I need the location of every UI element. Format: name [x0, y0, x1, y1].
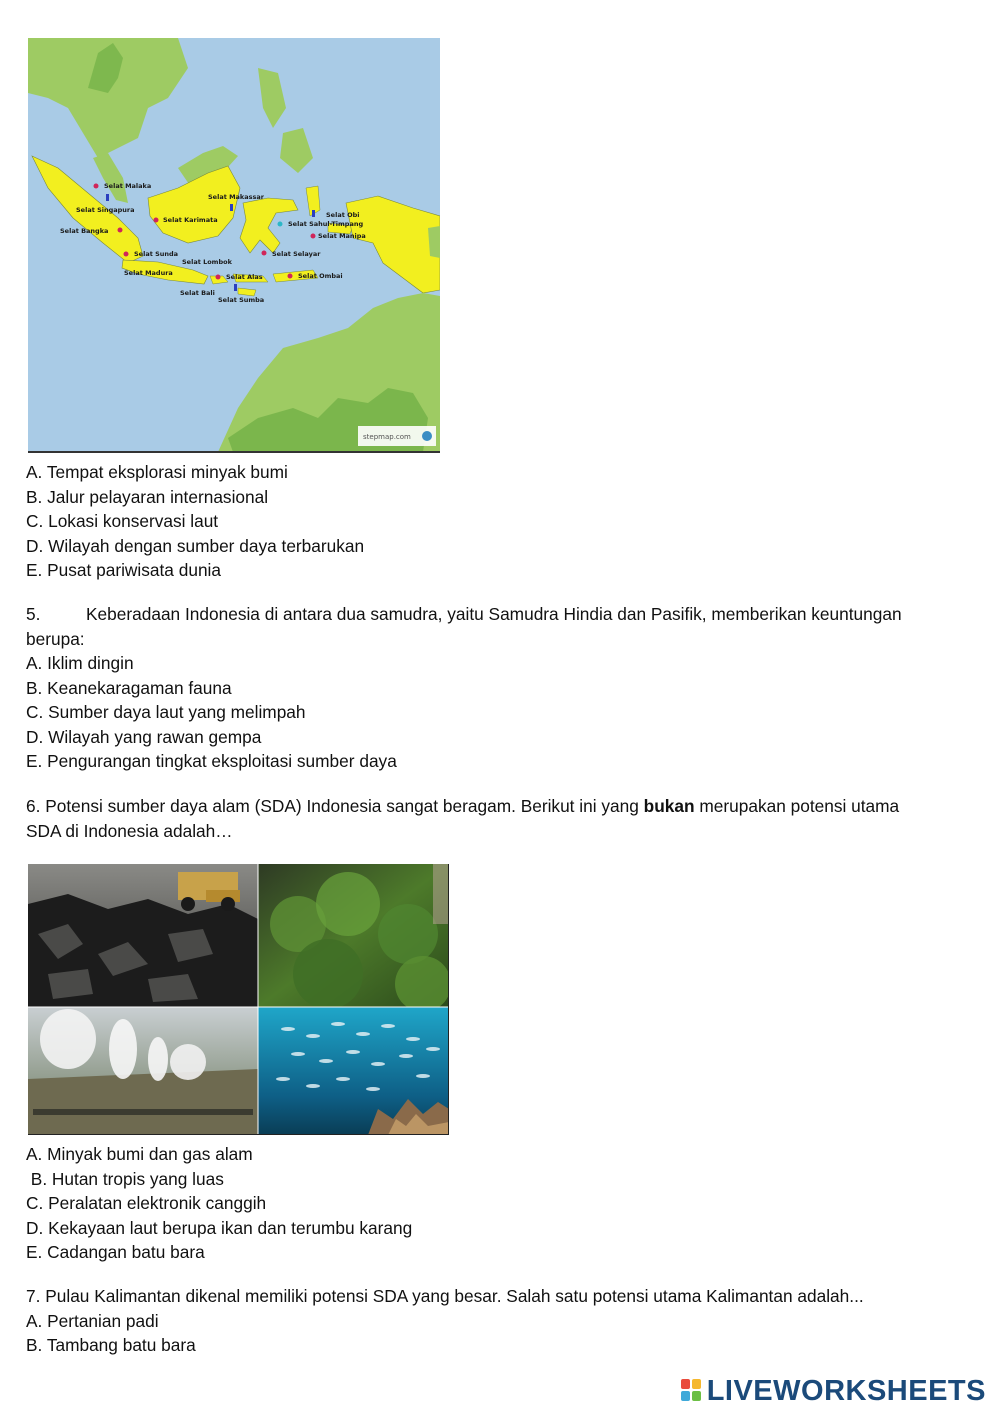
q4-option-d: D. Wilayah dengan sumber daya terbarukan [26, 535, 365, 556]
q6-option-d: D. Kekayaan laut berupa ikan dan terumbu karang [26, 1217, 413, 1238]
liveworksheets-logo-icon [681, 1379, 703, 1403]
q7-option-a: A. Pertanian padi [26, 1310, 159, 1331]
label-selat-madura: Selat Madura [124, 269, 173, 277]
label-selat-ombai: Selat Ombai [298, 272, 343, 280]
q6-option-b: B. Hutan tropis yang luas [26, 1168, 224, 1189]
q6-option-c: C. Peralatan elektronik canggih [26, 1193, 267, 1213]
q4-option-c: C. Lokasi konservasi laut [26, 511, 219, 531]
marine-fish-photo [258, 1007, 449, 1135]
label-selat-selayar: Selat Selayar [272, 250, 321, 258]
q4-option-b: B. Jalur pelayaran internasional [26, 486, 269, 507]
q6-text-bold: bukan [643, 796, 695, 816]
label-selat-sunda: Selat Sunda [134, 250, 179, 258]
q5-number: 5. [26, 604, 41, 624]
q6-option-a: A. Minyak bumi dan gas alam [26, 1144, 253, 1164]
coal-mining-photo [28, 864, 258, 1007]
q7-option-b: B. Tambang batu bara [26, 1335, 196, 1355]
label-selat-karimata: Selat Karimata [163, 216, 218, 224]
liveworksheets-logo[interactable] [681, 1376, 986, 1406]
liveworksheets-logo-text: LIVEWORKSHEETS [706, 1374, 986, 1407]
label-selat-bangka: Selat Bangka [60, 227, 109, 235]
natural-resources-collage [28, 864, 449, 1135]
label-selat-bali: Selat Bali [180, 289, 215, 297]
q5-option-e: E. Pengurangan tingkat eksploitasi sumber daya [26, 751, 397, 771]
indonesia-straits-map [28, 38, 440, 452]
geothermal-plant-photo [28, 1007, 258, 1135]
q6-text-after: merupakan potensi utama [694, 796, 900, 816]
q5-question-line1 [26, 602, 902, 627]
q5-text: Keberadaan Indonesia di antara dua samudra, yaitu Samudra Hindia dan Pasifik, memberikan keuntungan [86, 604, 902, 624]
label-selat-malaka: Selat Malaka [104, 182, 152, 190]
q6-question-line1 [26, 794, 899, 819]
q4-option-e: E. Pusat pariwisata dunia [26, 560, 222, 580]
label-selat-sahul: Selat Sahul-Timpang [288, 220, 364, 228]
q5-option-d: D. Wilayah yang rawan gempa [26, 726, 262, 747]
map-watermark: stepmap.com [363, 433, 411, 441]
q5-option-b: B. Keanekaragaman fauna [26, 677, 232, 698]
tropical-forest-photo [258, 864, 449, 1012]
q6-text-before: 6. Potensi sumber daya alam (SDA) Indonesia sangat beragam. Berikut ini yang [26, 796, 644, 816]
q5-option-c: C. Sumber daya laut yang melimpah [26, 702, 306, 722]
q7-question: 7. Pulau Kalimantan dikenal memiliki potensi SDA yang besar. Salah satu potensi utama Kalimantan adalah... [26, 1286, 864, 1306]
stepmap-logo-icon [422, 431, 432, 441]
label-selat-lombok: Selat Lombok [182, 258, 232, 266]
label-selat-singapura: Selat Singapura [76, 206, 135, 214]
q4-option-a: A. Tempat eksplorasi minyak bumi [26, 462, 288, 482]
q6-option-e: E. Cadangan batu bara [26, 1242, 205, 1262]
q5-question-line2: berupa: [26, 628, 85, 649]
label-selat-alas: Selat Alas [226, 273, 263, 281]
q6-question-line2: SDA di Indonesia adalah… [26, 820, 233, 841]
label-selat-sumba: Selat Sumba [218, 296, 265, 304]
map-bottom-border [28, 451, 440, 453]
label-selat-obi: Selat Obi [326, 211, 360, 219]
label-selat-manipa: Selat Manipa [318, 232, 366, 240]
q5-option-a: A. Iklim dingin [26, 653, 134, 673]
label-selat-makassar: Selat Makassar [208, 193, 264, 201]
